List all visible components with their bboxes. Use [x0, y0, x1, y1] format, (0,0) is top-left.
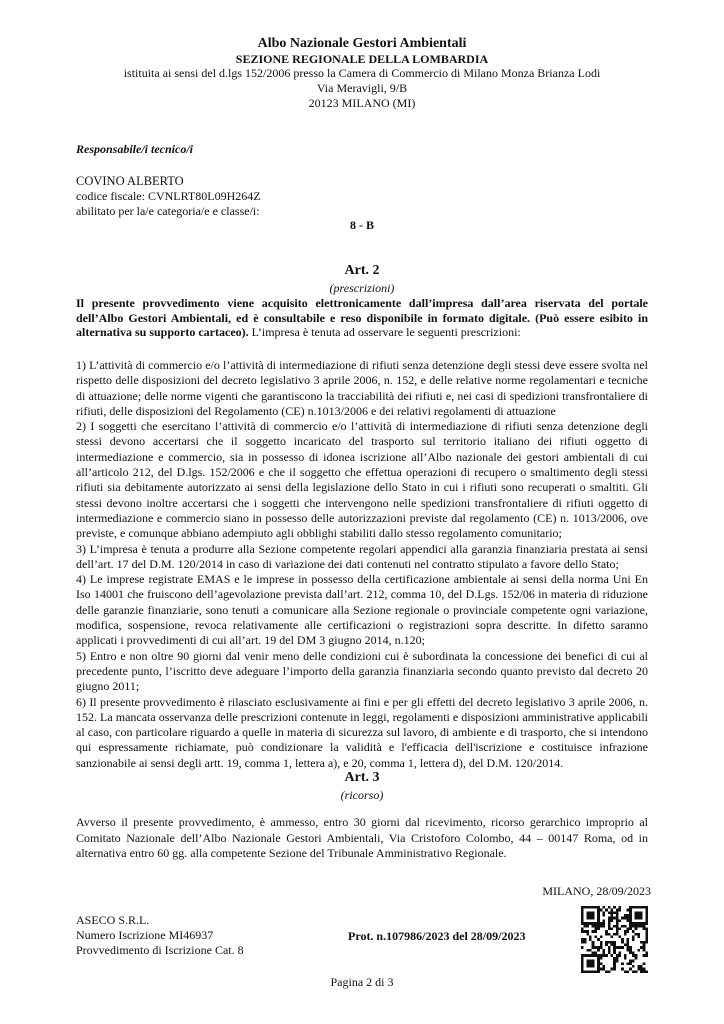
numero-iscrizione: Numero Iscrizione MI46937	[76, 928, 214, 942]
document-date: MILANO, 28/09/2023	[542, 884, 651, 898]
responsabile-codice-fiscale: codice fiscale: CVNLRT80L09H264Z	[76, 189, 261, 203]
document-header	[0, 36, 724, 111]
header-line-istituita: istituita ai sensi del d.lgs 152/2006 presso la Camera di Commercio di Milano Monza Brianza Lodi	[123, 66, 601, 80]
albo-title: Albo Nazionale Gestori Ambientali	[257, 36, 467, 51]
prescrizione-3: 3) L’impresa è tenuta a produrre alla Sezione competente regolari appendici alla garanzia finanziaria prestata ai sensi dell’art. 17 del D.M. 120/2014 in caso di variazione dei dati contenuti nel contratto stipulato a favore dello Stato;	[76, 541, 648, 571]
responsabile-heading: Responsabile/i tecnico/i	[76, 142, 193, 156]
provvedimento-iscrizione: Provvedimento di Iscrizione Cat. 8	[76, 943, 244, 957]
prescrizioni-list	[76, 358, 648, 771]
protocollo: Prot. n.107986/2023 del 28/09/2023	[348, 929, 526, 943]
footer-company-block	[76, 913, 244, 958]
prescrizione-5: 5) Entro e non oltre 90 giorni dal venir meno delle condizioni cui è subordinata la concessione dei benefici di cui al precedente punto, l’iscritto deve adeguare l’importo della garanzia finanziaria secondo quanto previsto dal decreto 20 giugno 2011;	[76, 648, 648, 694]
art3-text: Avverso il presente provvedimento, è ammesso, entro 30 giorni dal ricevimento, ricorso gerarchico improprio al Comitato Nazionale dell’Albo Nazionale Gestori Ambientali, Via Cristoforo Colombo, 44 – 00147 Roma, od in alternativa entro 60 gg. alla competente Sezione del Tribunale Amministrativo Regionale.	[76, 815, 648, 860]
art3-title: Art. 3	[344, 770, 380, 785]
responsabile-name: COVINO ALBERTO	[76, 174, 184, 188]
categorie-classi: 8 - B	[350, 218, 374, 232]
prescrizione-6: 6) Il presente provvedimento è rilasciato esclusivamente ai fini e per gli effetti del decreto legislativo 3 aprile 2006, n. 152. La mancata osservanza delle prescrizioni contenute in leggi, regolamenti e disposizioni amministrative applicabili al caso, con particolare riguardo a quelle in materia di sicurezza sul lavoro, di ambiente e di trasporto, che si intendono qui espressamente richiamate, può condizionare la validità e l'efficacia dell'iscrizione e costituisce infrazione sanzionabile ai sensi degli artt. 19, comma 1, lettera a), e 20, comma 1, lettera d), del D.M. 120/2014.	[76, 694, 648, 770]
art2-intro-rest: L’impresa è tenuta ad osservare le seguenti prescrizioni:	[248, 325, 521, 339]
company-name: ASECO S.R.L.	[76, 913, 150, 927]
prescrizione-2: 2) I soggetti che esercitano l’attività di commercio e/o l’attività di intermediazione di rifiuti senza detenzione degli stessi devono accertarsi che il soggetto incaricato del trasporto sul territorio italiano dei rifiuti oggetto di intermediazione e commercio, sia in possesso di idonea iscrizione all’Albo nazionale dei gestori ambientali di cui all’articolo 212, del D.lgs. 152/2006 e che il soggetto che effettua operazioni di recupero o smaltimento degli stessi rifiuti sia debitamente autorizzato ai sensi della legislazione dello Stato in cui i rifiuti sono recuperati o smaltiti. Gli stessi devono inoltre accertarsi che i soggetti che intervengono nelle spedizioni transfrontaliere di rifiuti oggetto di intermediazione e commercio siano in possesso delle autorizzazioni previste dal regolamento (CE) n. 1013/2006, ove previste, e comunque abbiano adempiuto agli obblighi stabiliti dallo stesso regolamento comunitario;	[76, 419, 648, 541]
header-address-city: 20123 MILANO (MI)	[308, 96, 416, 110]
art2-intro	[76, 296, 648, 340]
page-number: Pagina 2 di 3	[330, 975, 394, 989]
responsabile-abilitato: abilitato per la/e categoria/e e classe/i:	[76, 204, 260, 218]
header-address-street: Via Meravigli, 9/B	[316, 81, 408, 95]
section-title: SEZIONE REGIONALE DELLA LOMBARDIA	[235, 52, 489, 66]
prescrizione-1: 1) L’attività di commercio e/o l’attività di intermediazione di rifiuti senza detenzione degli stessi deve essere svolta nel rispetto delle disposizioni del decreto legislativo 3 aprile 2006, n. 152, e delle relative norme regolamentari e tecniche di attuazione; delle norme vigenti che garantiscono la tracciabilità dei rifiuti e, nei casi di spedizioni transfrontaliere di rifiuti, delle disposizioni del Regolamento (CE) n.1013/2006 e dei relativi regolamenti di attuazione	[76, 358, 648, 418]
art2-intro-bold: Il presente provvedimento viene acquisito elettronicamente dall’impresa dall’area riservata del portale dell’Albo Gestori Ambientali, ed è consultabile e reso disponibile in formato digitale. (Può essere esibito in alternativa su supporto cartaceo).	[76, 296, 648, 339]
qr-code-icon	[581, 906, 648, 973]
art2-title: Art. 2	[344, 263, 380, 278]
art3-subtitle: (ricorso)	[340, 788, 384, 802]
responsabile-block	[76, 174, 261, 219]
prescrizione-4: 4) Le imprese registrate EMAS e le imprese in possesso della certificazione ambientale ai sensi della norma Uni En Iso 14001 che fruiscono dell’agevolazione prevista dall’art. 212, comma 10, del D.Lgs. 152/06 in materia di riduzione delle garanzie finanziarie, sono tenuti a comunicare alla Sezione regionale o provinciale competente ogni variazione, modifica, sospensione, revoca relativamente alle certificazioni o registrazioni sopra descritte. In difetto saranno applicati i provvedimenti di cui all’art. 19 del DM 3 giugno 2014, n.120;	[76, 572, 648, 648]
art2-subtitle: (prescrizioni)	[329, 281, 395, 295]
